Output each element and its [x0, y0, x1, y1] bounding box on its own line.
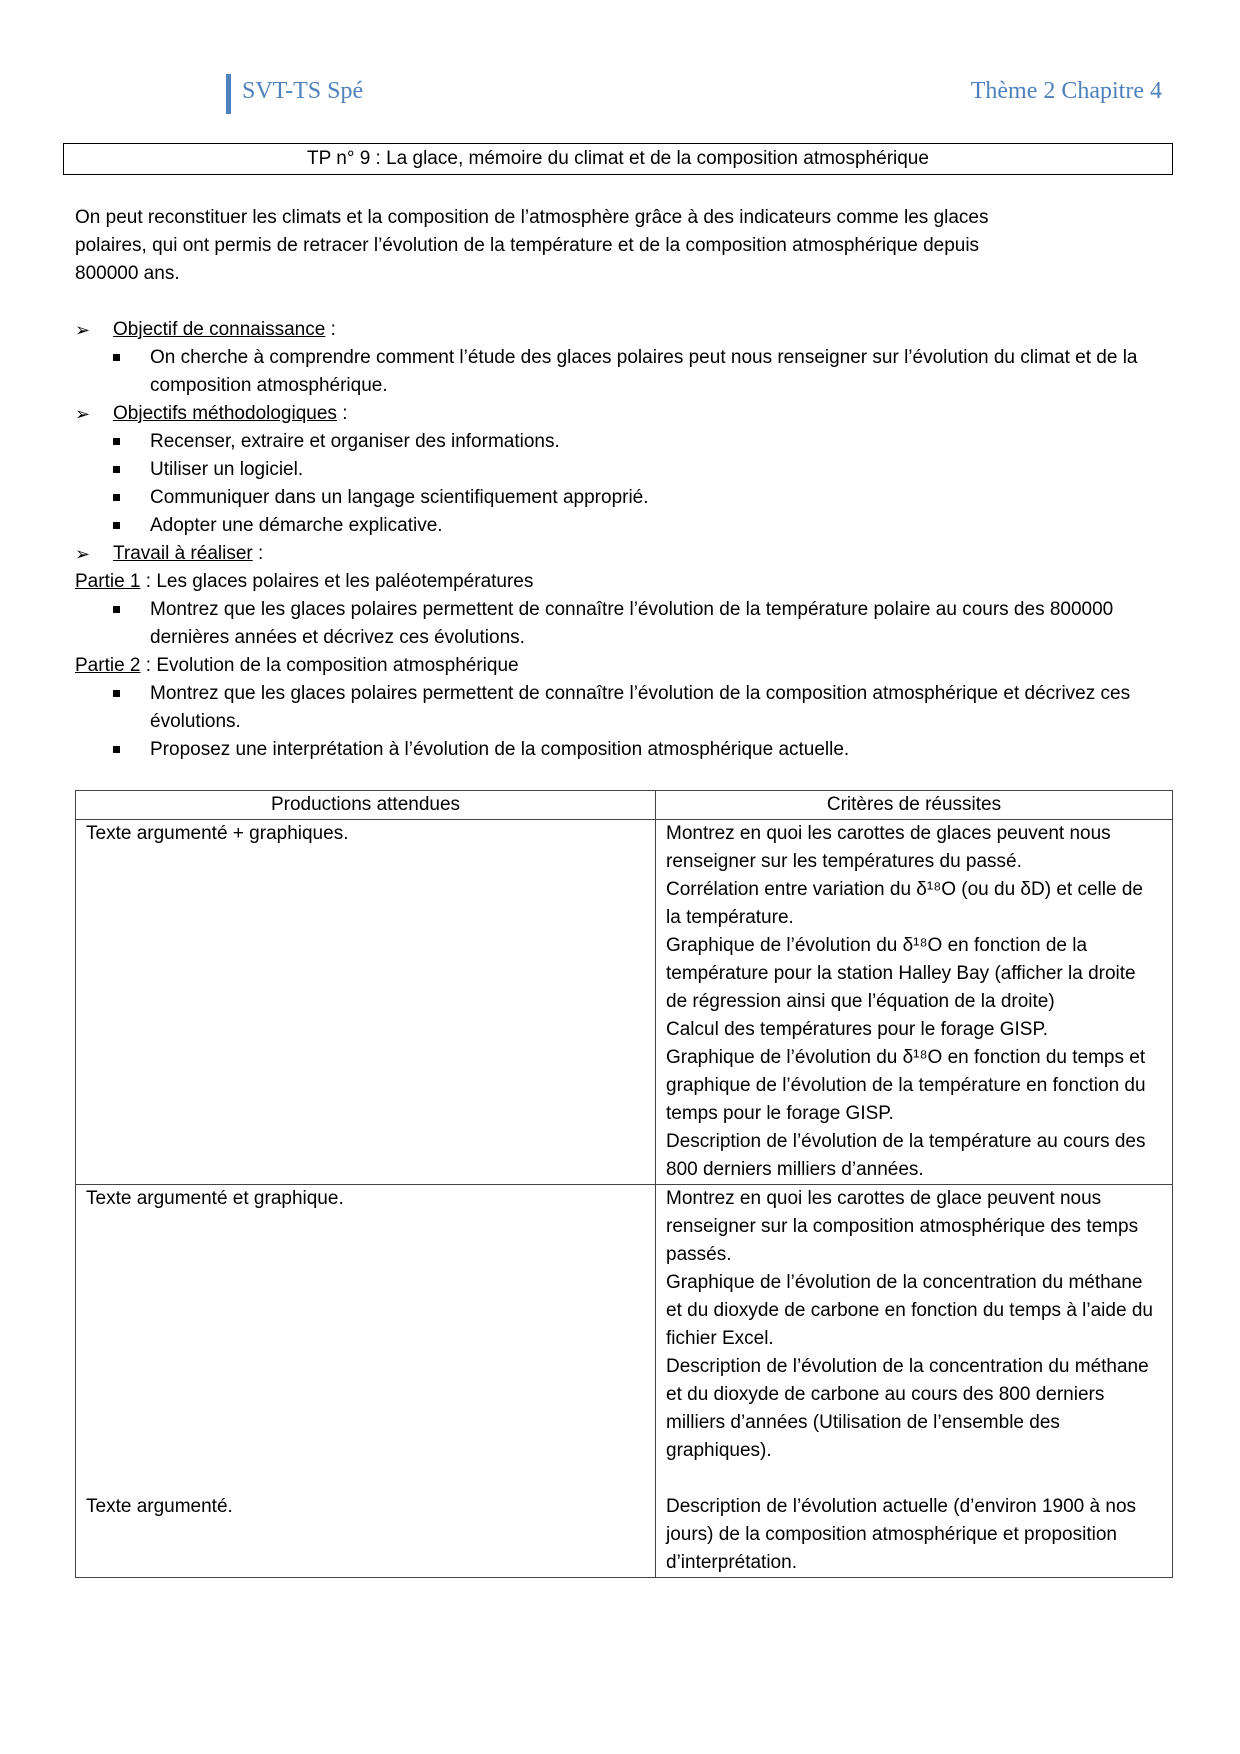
- section-label: Travail à réaliser: [113, 543, 253, 564]
- intro-line: 800000 ans.: [75, 263, 180, 284]
- table-header-row: [76, 791, 1173, 820]
- criteria-cell: Montrez en quoi les carottes de glace peuvent nous renseigner sur la composition atmosphérique des temps passés. Graphique de l’évolution de la concentration du méthane et du dioxyde de carbone en fonction du temps à l’aide du fichier Excel. Description de l’évolution de la concentration du méthane et du dioxyde de carbone au cours des 800 derniers milliers d’années (Utilisation de l’ensemble des graphiques). Description de l’évolution actuelle (d’environ 1900 à nos jours) de la composition atmosphérique et proposition d’interprétation.: [656, 1185, 1173, 1578]
- list-item: Montrez que les glaces polaires permettent de connaître l’évolution de la température polaire au cours des 800000 dernières années et décrivez ces évolutions.: [75, 596, 1175, 652]
- criteria-cell: Montrez en quoi les carottes de glaces peuvent nous renseigner sur les températures du passé. Corrélation entre variation du δ¹⁸O (ou du δD) et celle de la température. Graphique de l’évolution du δ¹⁸O en fonction de la température pour la station Halley Bay (afficher la droite de régression ainsi que l’équation de la droite) Calcul des températures pour le forage GISP. Graphique de l’évolution du δ¹⁸O en fonction du temps et graphique de l’évolution de la température en fonction du temps pour le forage GISP. Description de l’évolution de la température au cours des 800 derniers milliers d’années.: [656, 820, 1173, 1185]
- intro-paragraph: [75, 204, 1175, 288]
- section-label: Objectifs méthodologiques: [113, 403, 337, 424]
- header-course: SVT-TS Spé: [242, 78, 364, 104]
- list-item: Communiquer dans un langage scientifiquement approprié.: [75, 484, 1175, 512]
- square-bullet-icon: [113, 494, 120, 501]
- header-chapter: Thème 2 Chapitre 4: [970, 78, 1162, 104]
- section-objectif-connaissance: ➢ Objectif de connaissance :: [75, 316, 1175, 344]
- document-title: TP n° 9 : La glace, mémoire du climat et de la composition atmosphérique: [63, 143, 1173, 175]
- column-header: Critères de réussites: [656, 791, 1173, 820]
- partie-2-heading: Partie 2 : Evolution de la composition atmosphérique: [75, 655, 519, 676]
- criteria-table: [75, 790, 1173, 1578]
- document-body: [75, 204, 1175, 764]
- arrow-bullet-icon: ➢: [75, 404, 91, 424]
- list-item: Montrez que les glaces polaires permettent de connaître l’évolution de la composition atmosphérique et décrivez ces évolutions.: [75, 680, 1175, 736]
- square-bullet-icon: [113, 606, 120, 613]
- arrow-bullet-icon: ➢: [75, 544, 91, 564]
- intro-line: On peut reconstituer les climats et la composition de l’atmosphère grâce à des indicateurs comme les glaces: [75, 207, 989, 228]
- header-accent-bar: [226, 74, 231, 114]
- arrow-bullet-icon: ➢: [75, 320, 91, 340]
- production-cell: Texte argumenté + graphiques.: [76, 820, 656, 1185]
- section-objectifs-methodologiques: ➢ Objectifs méthodologiques :: [75, 400, 1175, 428]
- section-travail: ➢ Travail à réaliser :: [75, 540, 1175, 568]
- square-bullet-icon: [113, 522, 120, 529]
- column-header: Productions attendues: [76, 791, 656, 820]
- list-item: On cherche à comprendre comment l’étude des glaces polaires peut nous renseigner sur l’évolution du climat et de la composition atmosphérique.: [75, 344, 1175, 400]
- square-bullet-icon: [113, 746, 120, 753]
- list-item: Proposez une interprétation à l’évolution de la composition atmosphérique actuelle.: [75, 736, 1175, 764]
- square-bullet-icon: [113, 466, 120, 473]
- section-label: Objectif de connaissance: [113, 319, 326, 340]
- intro-line: polaires, qui ont permis de retracer l’évolution de la température et de la composition atmosphérique depuis: [75, 235, 980, 256]
- table-row: [76, 820, 1173, 1185]
- square-bullet-icon: [113, 438, 120, 445]
- production-cell: Texte argumenté et graphique. Texte argumenté.: [76, 1185, 656, 1578]
- table-row: [76, 1185, 1173, 1578]
- square-bullet-icon: [113, 354, 120, 361]
- list-item: Recenser, extraire et organiser des informations.: [75, 428, 1175, 456]
- square-bullet-icon: [113, 690, 120, 697]
- list-item: Utiliser un logiciel.: [75, 456, 1175, 484]
- list-item: Adopter une démarche explicative.: [75, 512, 1175, 540]
- partie-1-heading: Partie 1 : Les glaces polaires et les paléotempératures: [75, 571, 534, 592]
